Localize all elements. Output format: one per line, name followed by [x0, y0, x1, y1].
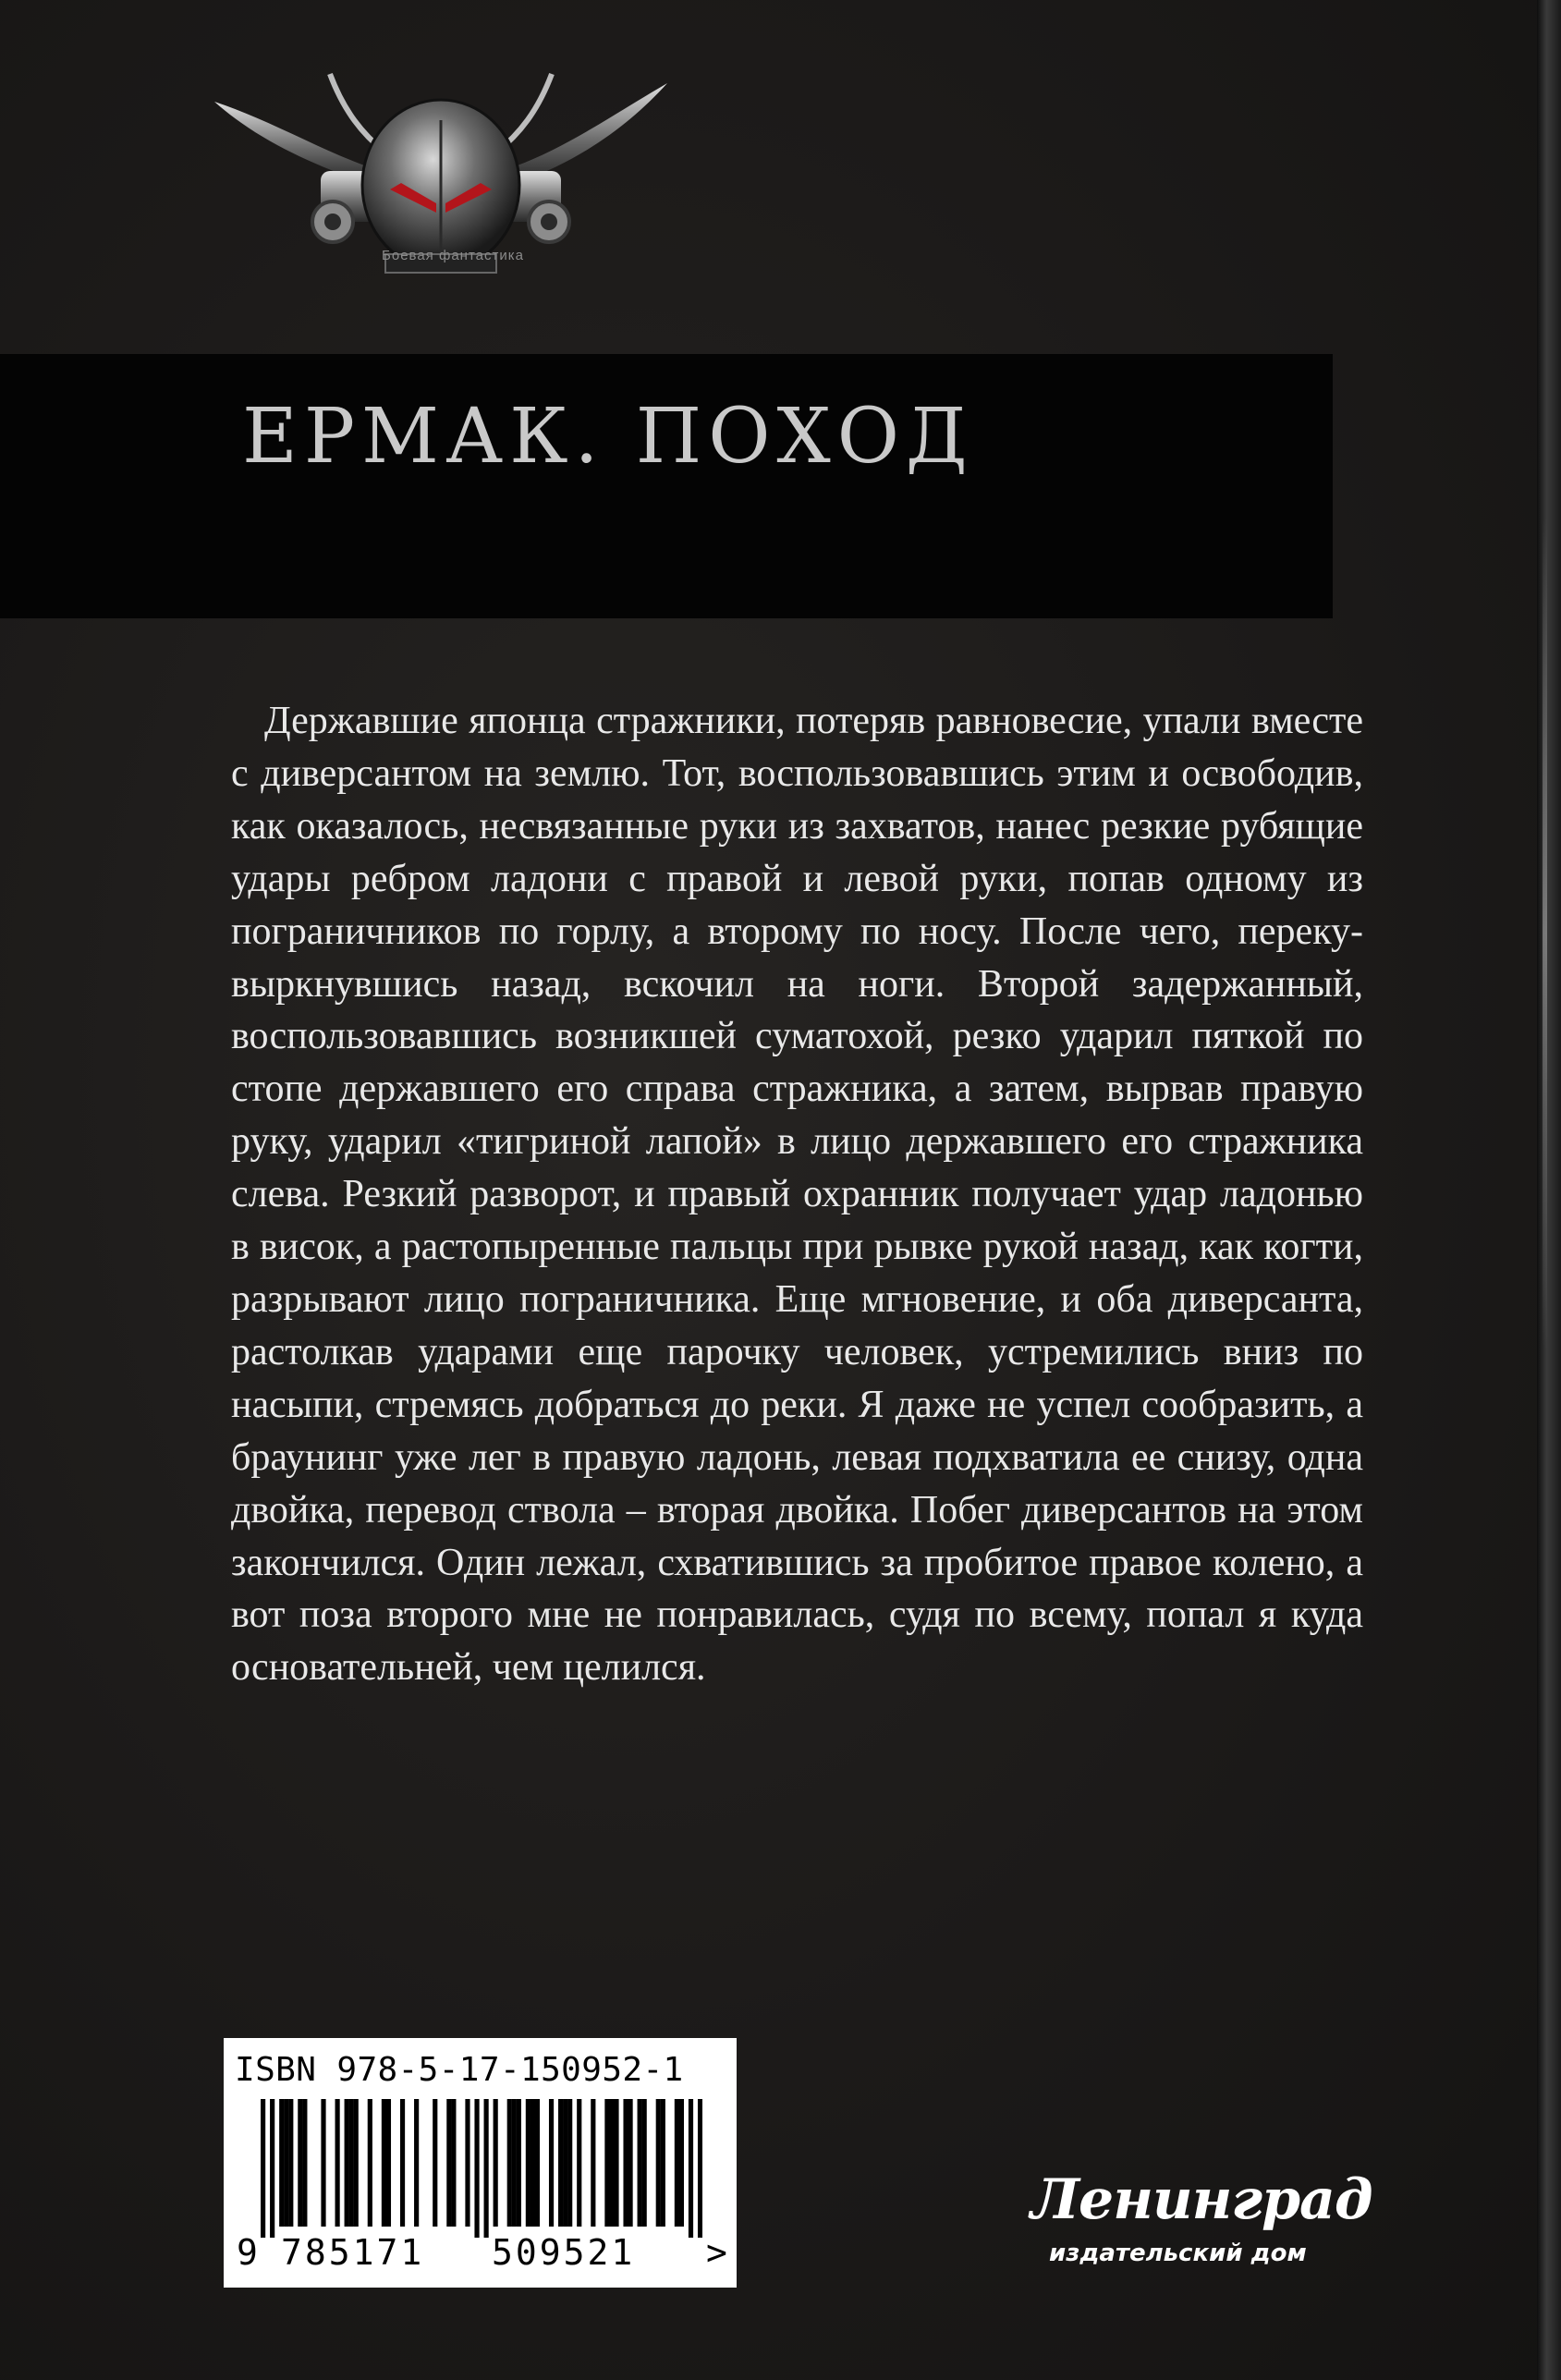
barcode-bar	[698, 2099, 702, 2238]
barcode-bar	[484, 2099, 489, 2238]
barcode	[261, 2099, 702, 2238]
barcode-bar	[591, 2099, 595, 2227]
ean-first-digit: 9	[237, 2232, 258, 2273]
barcode-bar	[474, 2099, 479, 2238]
barcode-bar	[446, 2099, 451, 2227]
barcode-bar	[288, 2099, 293, 2227]
barcode-bar	[642, 2099, 647, 2227]
isbn-number: ISBN 978-5-17-150952-1	[235, 2051, 684, 2089]
barcode-bar	[494, 2099, 498, 2227]
barcode-bar	[661, 2099, 665, 2227]
barcode-bar	[382, 2099, 386, 2227]
barcode-bar	[614, 2099, 618, 2227]
barcode-bar	[567, 2099, 572, 2227]
barcode-bar	[451, 2099, 456, 2227]
ean-quiet-zone-mark: >	[706, 2232, 727, 2273]
barcode-bar	[609, 2099, 614, 2227]
barcode-bar	[689, 2099, 693, 2238]
barcode-bar	[675, 2099, 679, 2227]
barcode-bar	[368, 2099, 372, 2227]
barcode-bar	[321, 2099, 325, 2227]
barcode-bar	[526, 2099, 530, 2227]
barcode-bar	[261, 2099, 265, 2238]
publisher-name: Ленинград	[1031, 2167, 1372, 2232]
book-title: ЕРМАК. ПОХОД	[242, 393, 974, 481]
publisher-logo	[994, 2167, 1372, 2278]
barcode-bar	[604, 2099, 609, 2227]
armored-helmet-emblem-icon	[205, 65, 677, 305]
barcode-bar	[279, 2099, 284, 2227]
barcode-bar	[465, 2099, 470, 2227]
barcode-bar	[270, 2099, 274, 2238]
barcode-bar	[400, 2099, 405, 2227]
barcode-bar	[535, 2099, 540, 2227]
barcode-bar	[507, 2099, 512, 2227]
barcode-bar	[386, 2099, 391, 2227]
barcode-bar	[656, 2099, 661, 2227]
barcode-bar	[577, 2099, 581, 2227]
barcode-bar	[414, 2099, 419, 2227]
barcode-bar	[679, 2099, 684, 2227]
barcode-bar	[335, 2099, 340, 2227]
barcode-bar	[549, 2099, 554, 2227]
barcode-bar	[349, 2099, 354, 2227]
barcode-bar	[563, 2099, 567, 2227]
barcode-bar	[433, 2099, 437, 2227]
barcode-bar	[354, 2099, 359, 2227]
barcode-bar	[623, 2099, 628, 2227]
series-caption: Боевая фантастика	[382, 248, 524, 263]
isbn-barcode-box	[224, 2038, 737, 2288]
barcode-bar	[302, 2099, 307, 2227]
barcode-bar	[298, 2099, 302, 2227]
spine-edge	[1537, 0, 1561, 2380]
barcode-bar	[345, 2099, 349, 2227]
barcode-bar	[638, 2099, 642, 2227]
book-blurb: Державшие японца стражники, потеряв равновесие, упали вместе с диверсантом на землю. Тот, воспользовавшись этим и освободив, как оказалось, несвязанные руки из захватов, нанес резкие рубящие удары ребром ладони с правой и левой руки, попав одному из пограничников по горлу, а второму по носу. После чего, перекувыркнувшись назад, вскочил на ноги. Второй задержанный, воспользовавшись возникшей суматохой, резко ударил пяткой по стопе державшего его справа стражника, а затем, вырвав правую руку, ударил «тигриной лапой» в лицо державшего его стражника слева. Резкий разворот, и правый охранник получает удар ладонью в висок, а растопыренные пальцы при рывке рукой назад, как когти, разрывают лицо пограничника. Еще мгновение, и оба диверсанта, растолкав ударами еще парочку человек, устремились вниз по насыпи, стремясь добраться до реки. Я даже не успел сообразить, а браунинг уже лег в правую ладонь, левая подхватила ее снизу, одна двойка, перевод ствола – вторая двойка. Побег диверсантов на этом закончился. Один лежал, схватившись за пробитое правое колено, а вот поза второго мне не понравилась, судя по всему, попал я куда основательней, чем целился.	[231, 700, 1363, 1690]
barcode-bar	[628, 2099, 632, 2227]
ean-left-digits: 785171	[281, 2232, 425, 2273]
ean-right-digits: 509521	[492, 2232, 636, 2273]
barcode-bar	[512, 2099, 517, 2227]
barcode-bar	[284, 2099, 288, 2227]
barcode-bar	[517, 2099, 521, 2227]
barcode-bar	[558, 2099, 563, 2227]
barcode-bar	[530, 2099, 535, 2227]
publisher-subtitle: издательский дом	[1049, 2240, 1307, 2267]
